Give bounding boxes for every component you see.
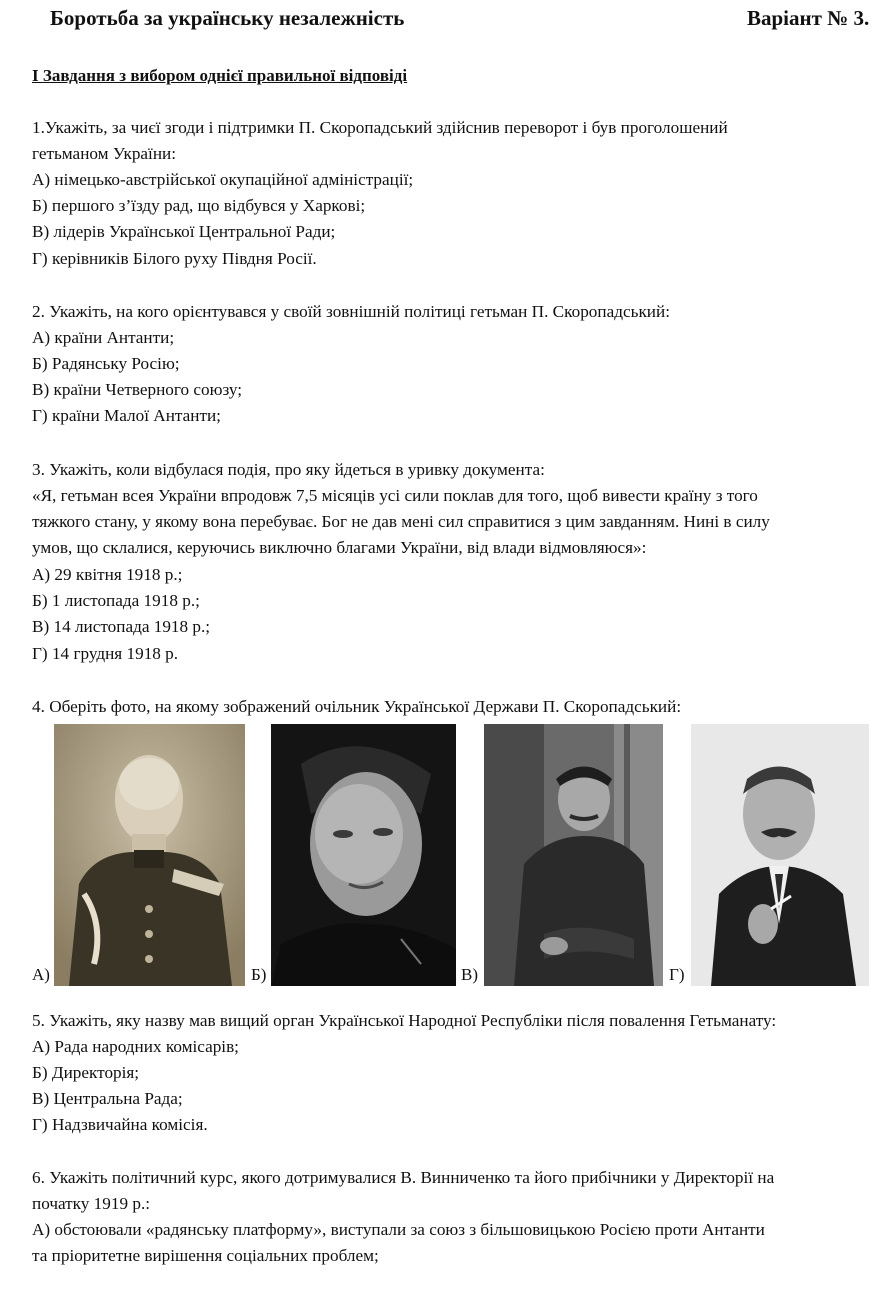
- question-1-option-b: Б) першого з’їзду рад, що відбувся у Харкові;: [32, 196, 366, 215]
- photo-label-a: А): [32, 965, 50, 984]
- question-5-option-v: В) Центральна Рада;: [32, 1089, 183, 1108]
- question-1-text-cont: гетьманом України:: [32, 144, 177, 163]
- question-2-option-a: А) країни Антанти;: [32, 328, 175, 347]
- question-5-option-b: Б) Директорія;: [32, 1063, 140, 1082]
- question-5-option-g: Г) Надзвичайна комісія.: [32, 1115, 208, 1134]
- question-3-quote-line-3: умов, що склалися, керуючись виключно благами України, від влади відмовляюся»:: [32, 538, 647, 557]
- question-1-option-g: Г) керівників Білого руху Півдня Росії.: [32, 249, 317, 268]
- question-3-quote-line-2: тяжкого стану, у якому вона перебуває. Бог не дав мені сил справитися з цим завданням. Нині в силу: [32, 512, 770, 531]
- photo-a[interactable]: [54, 724, 245, 986]
- question-3-option-g: Г) 14 грудня 1918 р.: [32, 644, 179, 663]
- photo-label-v: В): [461, 965, 478, 984]
- question-6-text-cont: початку 1919 р.:: [32, 1194, 151, 1213]
- question-2-option-g: Г) країни Малої Антанти;: [32, 406, 221, 425]
- question-6-option-a: А) обстоювали «радянську платформу», виступали за союз з більшовицькою Росією проти Антанти: [32, 1220, 765, 1239]
- photo-g-image: [691, 724, 869, 986]
- document-title: Боротьба за українську незалежність: [50, 6, 405, 30]
- question-4-photos: [0, 722, 888, 988]
- question-2-option-b: Б) Радянську Росію;: [32, 354, 180, 373]
- question-3-option-a: А) 29 квітня 1918 р.;: [32, 565, 183, 584]
- question-1-text: 1.Укажіть, за чиєї згоди і підтримки П. Скоропадський здійснив переворот і був проголошений: [32, 118, 728, 137]
- question-1-option-v: В) лідерів Української Центральної Ради;: [32, 222, 336, 241]
- question-2-text: 2. Укажіть, на кого орієнтувався у своїй зовнішній політиці гетьман П. Скоропадський:: [32, 302, 670, 321]
- question-4-text: 4. Оберіть фото, на якому зображений очільник Української Держави П. Скоропадський:: [32, 697, 682, 716]
- photo-g[interactable]: [691, 724, 869, 986]
- variant-number: Варіант № 3.: [747, 6, 870, 30]
- photo-v-image: [484, 724, 663, 986]
- question-3-text: 3. Укажіть, коли відбулася подія, про яку йдеться в уривку документа:: [32, 460, 545, 479]
- photo-a-image: [54, 724, 245, 986]
- question-6-option-a-cont: та пріоритетне вирішення соціальних проблем;: [32, 1246, 379, 1265]
- question-3-option-v: В) 14 листопада 1918 р.;: [32, 617, 211, 636]
- photo-label-b: Б): [251, 965, 267, 984]
- question-6-text: 6. Укажіть політичний курс, якого дотримувалися В. Винниченко та його прибічники у Директорії на: [32, 1168, 775, 1187]
- question-5-option-a: А) Рада народних комісарів;: [32, 1037, 239, 1056]
- question-2-option-v: В) країни Четверного союзу;: [32, 380, 243, 399]
- question-3-option-b: Б) 1 листопада 1918 р.;: [32, 591, 200, 610]
- photo-b-image: [271, 724, 456, 986]
- photo-v[interactable]: [484, 724, 663, 986]
- question-5-text: 5. Укажіть, яку назву мав вищий орган Української Народної Республіки після повалення Гетьманату:: [32, 1011, 777, 1030]
- question-1-option-a: А) німецько-австрійської окупаційної адміністрації;: [32, 170, 414, 189]
- section-heading: І Завдання з вибором однієї правильної відповіді: [32, 66, 408, 85]
- photo-label-g: Г): [669, 965, 685, 984]
- photo-b[interactable]: [271, 724, 456, 986]
- question-3-quote-line-1: «Я, гетьман всея України впродовж 7,5 місяців усі сили поклав для того, щоб вивести країну з того: [32, 486, 758, 505]
